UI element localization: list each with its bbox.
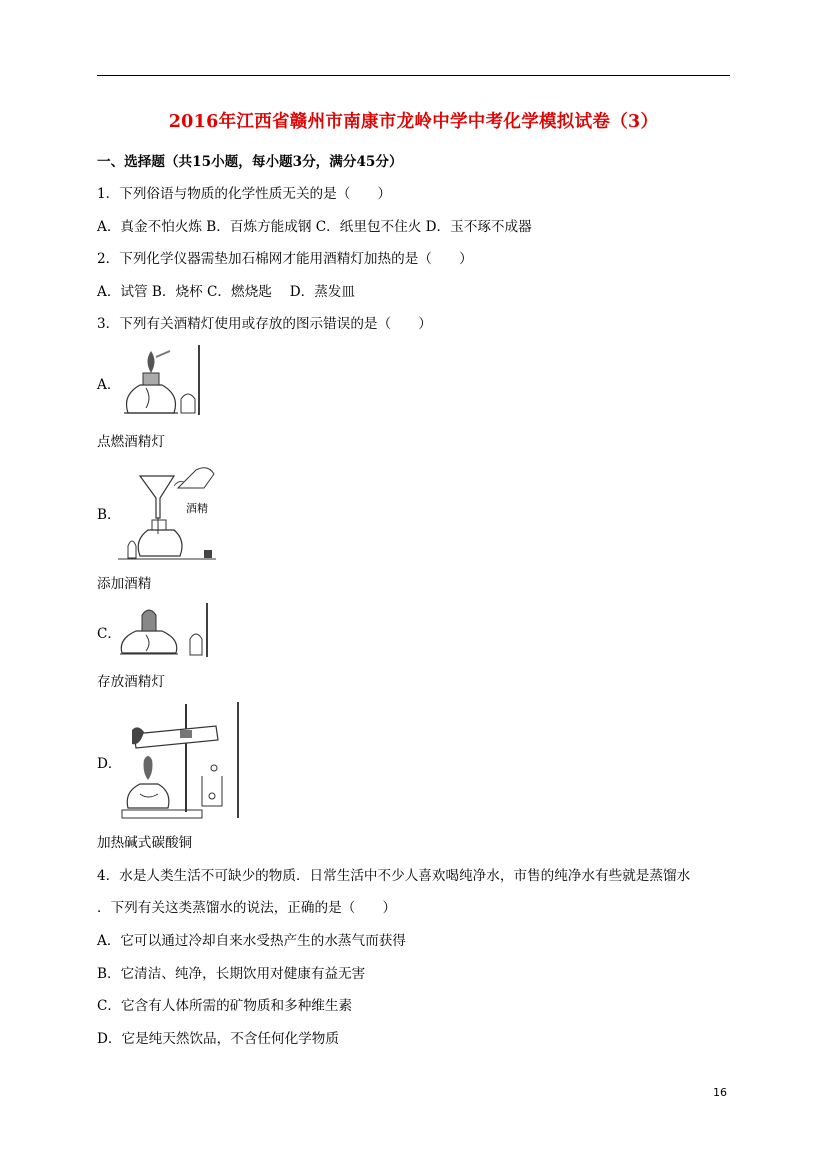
question-4-stem-line-2: ．下列有关这类蒸馏水的说法，正确的是（ ） [97,900,397,916]
question-4-option-b: B．它清洁、纯净，长期饮用对健康有益无害 [97,966,366,982]
question-1-stem: 1．下列俗语与物质的化学性质无关的是（ ） [97,186,392,202]
adding-alcohol-figure [118,458,218,563]
question-3-option-d-caption: 加热碱式碳酸铜 [97,835,193,851]
question-4-option-a: A．它可以通过冷却自来水受热产生的水蒸气而获得 [97,933,406,949]
question-2-options: A．试管 B．烧杯 C．燃烧匙 D．蒸发皿 [97,284,355,300]
question-3-option-d-letter: D． [97,756,122,772]
question-3-option-b-caption: 添加酒精 [97,576,152,592]
storing-lamp-figure [118,601,210,659]
page-number: 16 [713,1086,727,1099]
question-4-option-d: D．它是纯天然饮品，不含任何化学物质 [97,1031,339,1047]
question-3-option-a-letter: A． [97,377,121,393]
question-4-option-c: C．它含有人体所需的矿物质和多种维生素 [97,998,353,1014]
question-2-stem: 2．下列化学仪器需垫加石棉网才能用酒精灯加热的是（ ） [97,251,473,267]
question-3-stem: 3．下列有关酒精灯使用或存放的图示错误的是（ ） [97,316,432,332]
question-3-option-c-caption: 存放酒精灯 [97,674,165,690]
alcohol-label: 酒精 [186,502,208,515]
question-4-stem-line-1: 4．水是人类生活不可缺少的物质．日常生活中不少人喜欢喝纯净水，市售的纯净水有些就是蒸馏水 [97,868,691,884]
section-heading: 一、选择题（共15小题，每小题3分，满分45分） [97,154,403,170]
lighting-lamp-figure [118,343,202,418]
heating-copper-carbonate-figure [118,700,240,822]
question-3-option-a-caption: 点燃酒精灯 [97,434,165,450]
header-rule [97,75,730,76]
exam-title: 2016年江西省赣州市南康市龙岭中学中考化学模拟试卷（3） [168,112,659,132]
question-3-option-b-letter: B． [97,507,121,523]
question-3-option-c-letter: C． [97,626,121,642]
question-1-options: A．真金不怕火炼 B．百炼方能成钢 C．纸里包不住火 D．玉不琢不成器 [97,219,532,235]
